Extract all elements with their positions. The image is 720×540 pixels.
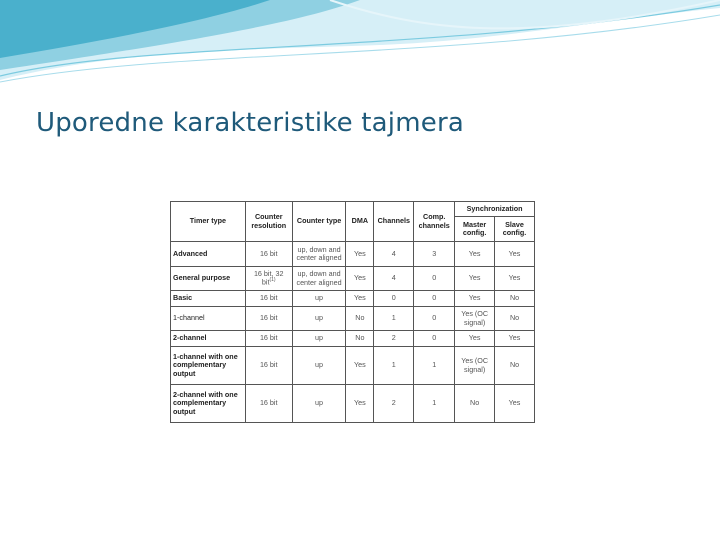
header-dma: DMA [346,202,374,242]
cell-timer-type: 1-channel with one complementary output [171,347,246,385]
cell-timer-type: Basic [171,291,246,307]
header-slave-config: Slave config. [495,217,535,242]
table-row [171,267,535,291]
cell-slave-config: No [495,347,535,385]
cell-timer-type: General purpose [171,267,246,291]
cell-dma: Yes [346,385,374,423]
cell-master-config: Yes [455,242,495,267]
cell-dma: No [346,307,374,331]
table-row [171,291,535,307]
cell-resolution: 16 bit [245,291,292,307]
cell-resolution: 16 bit [245,385,292,423]
cell-comp-channels: 1 [414,385,455,423]
cell-resolution [245,267,292,291]
cell-master-config: No [455,385,495,423]
cell-comp-channels: 0 [414,331,455,347]
cell-dma: No [346,331,374,347]
header-comp-channels: Comp. channels [414,202,455,242]
cell-master-config: Yes (OC signal) [455,347,495,385]
cell-counter-type: up [292,347,346,385]
cell-counter-type: up, down and center aligned [292,267,346,291]
cell-master-config: Yes [455,331,495,347]
header-synchronization: Synchronization [455,202,535,217]
slide-title: Uporedne karakteristike tajmera [36,108,464,138]
cell-resolution: 16 bit [245,242,292,267]
cell-master-config: Yes (OC signal) [455,307,495,331]
cell-timer-type: Advanced [171,242,246,267]
cell-master-config: Yes [455,291,495,307]
header-wave-banner [0,0,720,95]
cell-comp-channels: 1 [414,347,455,385]
cell-dma: Yes [346,267,374,291]
cell-slave-config: Yes [495,267,535,291]
cell-timer-type: 2-channel with one complementary output [171,385,246,423]
cell-comp-channels: 0 [414,307,455,331]
cell-resolution-footnote: (1) [269,277,276,284]
cell-counter-type: up, down and center aligned [292,242,346,267]
cell-channels: 2 [374,385,414,423]
table-row [171,242,535,267]
header-timer-type: Timer type [171,202,246,242]
cell-comp-channels: 3 [414,242,455,267]
cell-resolution: 16 bit [245,307,292,331]
header-counter-type: Counter type [292,202,346,242]
table-header-row [171,202,535,217]
cell-counter-type: up [292,307,346,331]
table-row [171,331,535,347]
cell-slave-config: No [495,291,535,307]
table-row [171,307,535,331]
timer-comparison-table [170,201,535,423]
cell-counter-type: up [292,291,346,307]
cell-timer-type: 1-channel [171,307,246,331]
cell-resolution: 16 bit [245,347,292,385]
cell-slave-config: Yes [495,331,535,347]
cell-dma: Yes [346,291,374,307]
cell-resolution: 16 bit [245,331,292,347]
header-master-config: Master config. [455,217,495,242]
cell-slave-config: Yes [495,242,535,267]
cell-counter-type: up [292,385,346,423]
cell-resolution-text: 16 bit, 32 bit [253,269,284,287]
cell-channels: 4 [374,267,414,291]
cell-channels: 2 [374,331,414,347]
table-row [171,347,535,385]
cell-dma: Yes [346,347,374,385]
cell-counter-type: up [292,331,346,347]
header-counter-resolution: Counter resolution [245,202,292,242]
cell-slave-config: No [495,307,535,331]
cell-dma: Yes [346,242,374,267]
table-row [171,385,535,423]
cell-channels: 1 [374,347,414,385]
cell-channels: 1 [374,307,414,331]
cell-slave-config: Yes [495,385,535,423]
cell-channels: 0 [374,291,414,307]
header-channels: Channels [374,202,414,242]
cell-timer-type: 2-channel [171,331,246,347]
cell-master-config: Yes [455,267,495,291]
cell-channels: 4 [374,242,414,267]
cell-comp-channels: 0 [414,291,455,307]
cell-comp-channels: 0 [414,267,455,291]
